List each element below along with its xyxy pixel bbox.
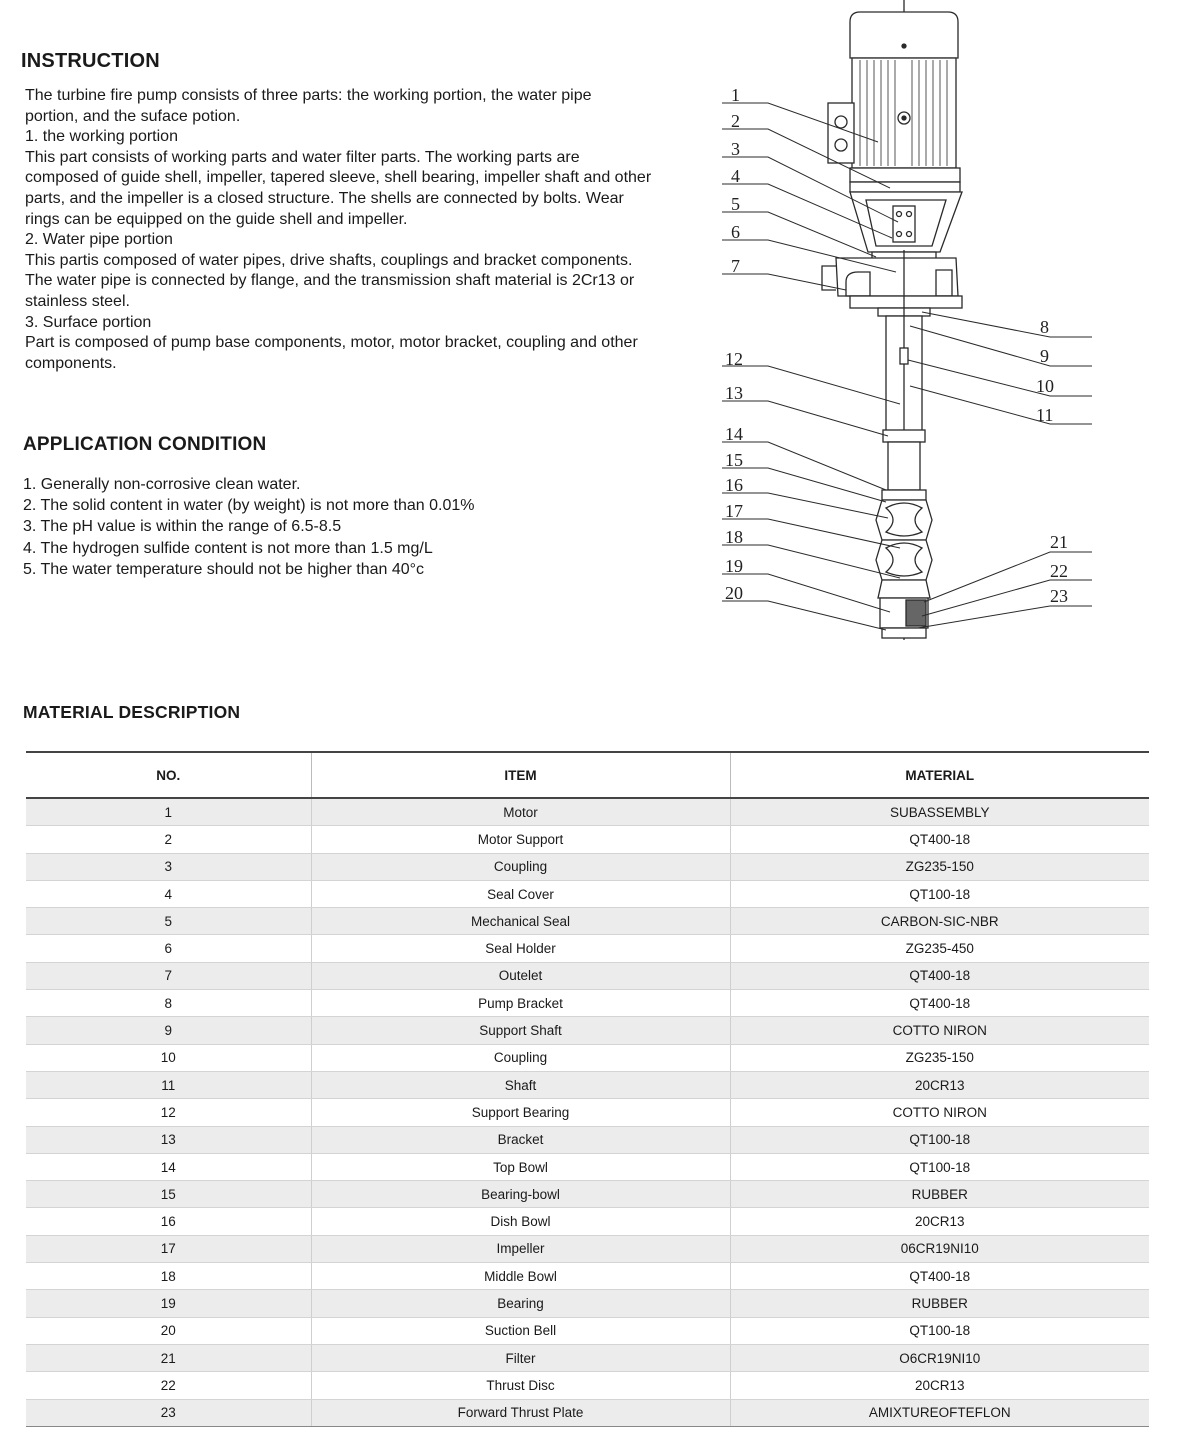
cell-item: Motor	[311, 798, 730, 826]
cell-no: 14	[26, 1153, 311, 1180]
table-row	[26, 1290, 1149, 1317]
table-row	[26, 798, 1149, 826]
callout-7: 7	[731, 256, 740, 276]
cell-no: 17	[26, 1235, 311, 1262]
table-row	[26, 1399, 1149, 1426]
table-row	[26, 1071, 1149, 1098]
instruction-line: stainless steel.	[25, 292, 130, 310]
application-list	[23, 474, 475, 580]
cell-material: AMIXTUREOFTEFLON	[730, 1399, 1149, 1426]
cell-no: 18	[26, 1263, 311, 1290]
cell-material: 20CR13	[730, 1208, 1149, 1235]
instruction-line: The turbine fire pump consists of three parts: the working portion, the water pipe	[25, 87, 592, 104]
application-item: 4. The hydrogen sulfide content is not more than 1.5 mg/L	[23, 539, 433, 557]
callout-4: 4	[731, 166, 740, 186]
callout-16: 16	[725, 475, 743, 495]
column-header-no: NO.	[26, 752, 311, 798]
callout-14: 14	[725, 424, 743, 444]
cell-no: 3	[26, 853, 311, 880]
material-table-body	[26, 798, 1149, 1426]
cell-material: QT100-18	[730, 1126, 1149, 1153]
instruction-line: portion, and the suface potion.	[25, 107, 241, 125]
cell-material: QT400-18	[730, 826, 1149, 853]
cell-item: Support Shaft	[311, 1017, 730, 1044]
table-row	[26, 1126, 1149, 1153]
application-heading: APPLICATION CONDITION	[23, 434, 267, 455]
cell-material: 20CR13	[730, 1372, 1149, 1399]
cell-material: SUBASSEMBLY	[730, 798, 1149, 826]
cell-material: 20CR13	[730, 1071, 1149, 1098]
cell-no: 23	[26, 1399, 311, 1426]
cell-material: CARBON-SIC-NBR	[730, 908, 1149, 935]
callout-20: 20	[725, 583, 743, 603]
cell-item: Thrust Disc	[311, 1372, 730, 1399]
cell-no: 10	[26, 1044, 311, 1071]
table-row	[26, 1208, 1149, 1235]
cell-material: 06CR19NI10	[730, 1235, 1149, 1262]
cell-no: 22	[26, 1372, 311, 1399]
callout-12: 12	[725, 349, 743, 369]
table-row	[26, 1235, 1149, 1262]
table-row	[26, 853, 1149, 880]
cell-material: RUBBER	[730, 1290, 1149, 1317]
cell-no: 1	[26, 798, 311, 826]
instruction-line: rings can be equipped on the guide shell and impeller.	[25, 210, 408, 228]
instruction-line: Part is composed of pump base components, motor, motor bracket, coupling and other	[25, 334, 638, 352]
cell-no: 2	[26, 826, 311, 853]
cell-item: Bearing-bowl	[311, 1181, 730, 1208]
instruction-heading: INSTRUCTION	[21, 50, 160, 72]
cell-no: 19	[26, 1290, 311, 1317]
instruction-line: components.	[25, 354, 117, 372]
table-row	[26, 1263, 1149, 1290]
column-header-item: ITEM	[311, 752, 730, 798]
cell-item: Coupling	[311, 853, 730, 880]
cell-item: Support Bearing	[311, 1099, 730, 1126]
table-row	[26, 1099, 1149, 1126]
table-row	[26, 1344, 1149, 1371]
cell-no: 21	[26, 1344, 311, 1371]
cell-item: Suction Bell	[311, 1317, 730, 1344]
cell-item: Mechanical Seal	[311, 908, 730, 935]
table-row	[26, 1044, 1149, 1071]
application-item: 1. Generally non-corrosive clean water.	[23, 476, 301, 493]
cell-no: 8	[26, 990, 311, 1017]
cell-item: Coupling	[311, 1044, 730, 1071]
callout-6: 6	[731, 222, 740, 242]
callout-5: 5	[731, 194, 740, 214]
cell-item: Middle Bowl	[311, 1263, 730, 1290]
material-table	[26, 751, 1149, 1427]
cell-item: Shaft	[311, 1071, 730, 1098]
cell-item: Seal Holder	[311, 935, 730, 962]
cell-item: Top Bowl	[311, 1153, 730, 1180]
callout-1: 1	[731, 85, 740, 105]
column-header-material: MATERIAL	[730, 752, 1149, 798]
cell-material: RUBBER	[730, 1181, 1149, 1208]
instruction-line: This partis composed of water pipes, drive shafts, couplings and bracket components.	[25, 251, 633, 269]
cell-no: 20	[26, 1317, 311, 1344]
table-row	[26, 935, 1149, 962]
cell-material: COTTO NIRON	[730, 1017, 1149, 1044]
cell-item: Impeller	[311, 1235, 730, 1262]
cell-no: 13	[26, 1126, 311, 1153]
cell-material: COTTO NIRON	[730, 1099, 1149, 1126]
cell-no: 11	[26, 1071, 311, 1098]
cell-no: 5	[26, 908, 311, 935]
cell-no: 6	[26, 935, 311, 962]
cell-material: QT100-18	[730, 1317, 1149, 1344]
callout-11: 11	[1036, 405, 1054, 425]
table-row	[26, 1017, 1149, 1044]
table-row	[26, 826, 1149, 853]
application-item: 3. The pH value is within the range of 6.5-8.5	[23, 518, 342, 536]
cell-material: ZG235-150	[730, 853, 1149, 880]
cell-material: QT100-18	[730, 880, 1149, 907]
table-row	[26, 880, 1149, 907]
callout-17: 17	[725, 501, 743, 521]
cell-no: 16	[26, 1208, 311, 1235]
cell-material: QT400-18	[730, 990, 1149, 1017]
cell-no: 12	[26, 1099, 311, 1126]
cell-item: Motor Support	[311, 826, 730, 853]
callout-13: 13	[725, 383, 743, 403]
cell-no: 15	[26, 1181, 311, 1208]
cell-item: Bracket	[311, 1126, 730, 1153]
cell-item: Dish Bowl	[311, 1208, 730, 1235]
table-row	[26, 1372, 1149, 1399]
cell-item: Forward Thrust Plate	[311, 1399, 730, 1426]
pump-diagram	[700, 0, 1120, 650]
cell-item: Seal Cover	[311, 880, 730, 907]
instruction-line: This part consists of working parts and water filter parts. The working parts are	[25, 148, 580, 166]
instruction-line: parts, and the impeller is a closed structure. The shells are connected by bolts. Wear	[25, 189, 624, 207]
callout-22: 22	[1050, 561, 1068, 581]
table-row	[26, 908, 1149, 935]
table-row	[26, 990, 1149, 1017]
instruction-line: 3. Surface portion	[25, 313, 152, 331]
callout-21: 21	[1050, 532, 1068, 552]
table-row	[26, 1153, 1149, 1180]
cell-no: 9	[26, 1017, 311, 1044]
instruction-line: 2. Water pipe portion	[25, 231, 173, 249]
table-row	[26, 962, 1149, 989]
cell-item: Pump Bracket	[311, 990, 730, 1017]
instruction-body	[25, 86, 715, 374]
callout-2: 2	[731, 111, 740, 131]
callout-8: 8	[1040, 317, 1049, 337]
cell-material: ZG235-150	[730, 1044, 1149, 1071]
instruction-line: The water pipe is connected by flange, and the transmission shaft material is 2Cr13 or	[25, 272, 635, 290]
cell-material: O6CR19NI10	[730, 1344, 1149, 1371]
cell-material: QT400-18	[730, 962, 1149, 989]
material-heading: MATERIAL DESCRIPTION	[23, 702, 241, 722]
cell-no: 7	[26, 962, 311, 989]
cell-item: Filter	[311, 1344, 730, 1371]
application-item: 2. The solid content in water (by weight) is not more than 0.01%	[23, 497, 475, 515]
table-row	[26, 1181, 1149, 1208]
cell-material: QT400-18	[730, 1263, 1149, 1290]
callout-9: 9	[1040, 346, 1049, 366]
application-item: 5. The water temperature should not be higher than 40°c	[23, 560, 425, 578]
cell-material: ZG235-450	[730, 935, 1149, 962]
table-row	[26, 1317, 1149, 1344]
cell-item: Outelet	[311, 962, 730, 989]
callout-23: 23	[1050, 586, 1068, 606]
callout-3: 3	[731, 139, 740, 159]
callout-18: 18	[725, 527, 743, 547]
cell-no: 4	[26, 880, 311, 907]
instruction-line: composed of guide shell, impeller, tapered sleeve, shell bearing, impeller shaft and other	[25, 169, 652, 187]
cell-item: Bearing	[311, 1290, 730, 1317]
table-header-row	[26, 752, 1149, 798]
callout-15: 15	[725, 450, 743, 470]
callout-10: 10	[1036, 376, 1054, 396]
instruction-line: 1. the working portion	[25, 128, 178, 146]
callout-19: 19	[725, 556, 743, 576]
cell-material: QT100-18	[730, 1153, 1149, 1180]
